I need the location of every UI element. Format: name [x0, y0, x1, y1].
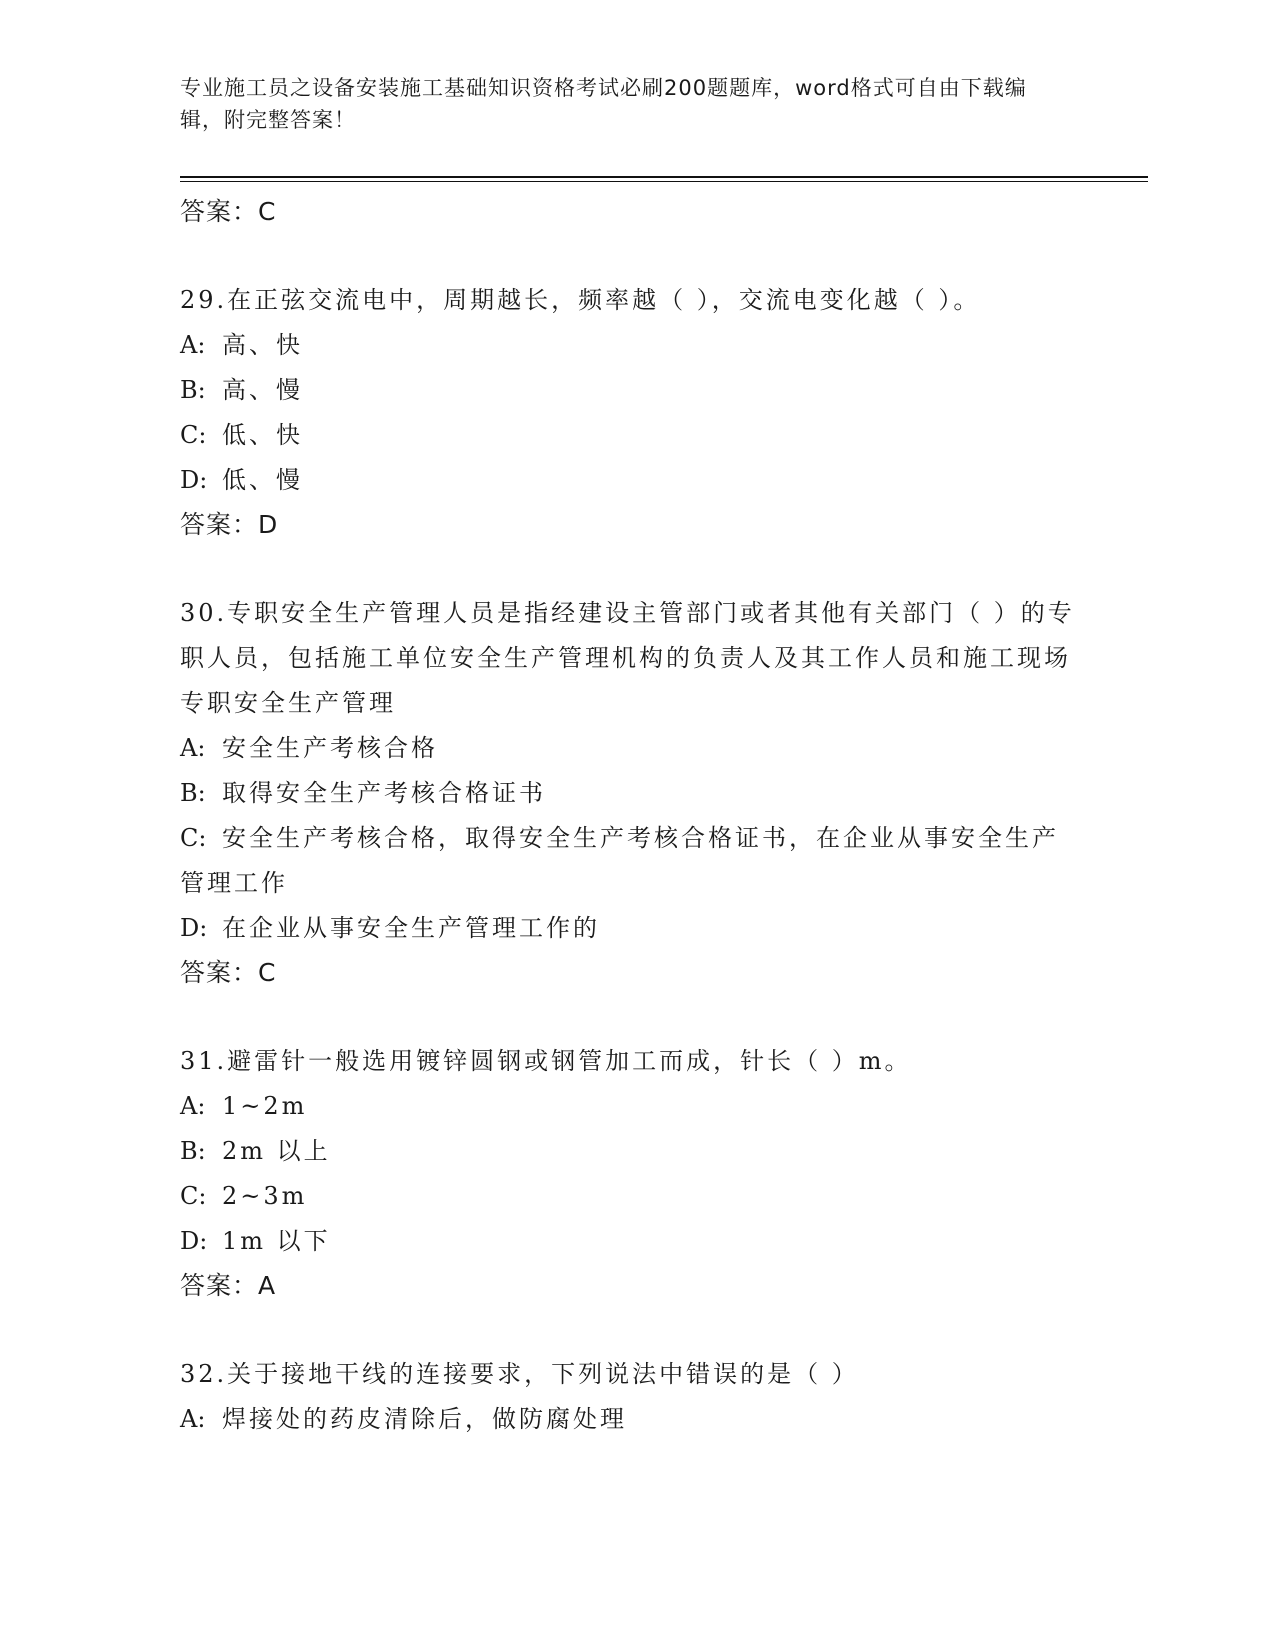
question-text: 31.避雷针一般选用镀锌圆钢或钢管加工而成，针长（ ）m。: [180, 1047, 912, 1075]
answer-prefix: 答案：: [180, 510, 259, 539]
option-letter: A:: [180, 1092, 206, 1120]
option-text: 焊接处的药皮清除后，做防腐处理: [222, 1405, 627, 1433]
document-header: 专业施工员之设备安装施工基础知识资格考试必刷200题题库，word格式可自由下载编辑，附完整答案！: [180, 76, 1027, 132]
answer-value: A: [258, 1271, 277, 1300]
option-letter: C:: [180, 421, 207, 449]
option-letter: A:: [180, 331, 206, 359]
option-text: 高、快: [222, 331, 303, 359]
option-letter: D:: [180, 1227, 208, 1255]
option-c: [180, 816, 1080, 906]
option-text: 在企业从事安全生产管理工作的: [222, 914, 600, 942]
option-letter: A:: [180, 1405, 206, 1433]
option-text: 低、快: [222, 421, 303, 449]
option-b: [180, 1129, 1080, 1174]
question-30: [180, 591, 1080, 995]
answer-line: [180, 1264, 1080, 1308]
answer-value: D: [258, 510, 279, 539]
option-d: [180, 1219, 1080, 1264]
question-32: [180, 1352, 1080, 1442]
option-a: [180, 726, 1080, 771]
option-text: 1m 以下: [222, 1227, 331, 1255]
option-a: [180, 1084, 1080, 1129]
option-a: [180, 1397, 1080, 1442]
option-text: 低、慢: [222, 466, 303, 494]
option-a: [180, 323, 1080, 368]
option-letter: D:: [180, 466, 208, 494]
option-c: [180, 1174, 1080, 1219]
answer-line: [180, 503, 1080, 547]
option-text: 2m 以上: [222, 1137, 331, 1165]
option-letter: B:: [180, 1137, 206, 1165]
question-29: [180, 278, 1080, 547]
option-letter: B:: [180, 779, 206, 807]
header-rule-thin: [180, 181, 1148, 182]
answer-value: C: [258, 197, 277, 226]
option-letter: D:: [180, 914, 208, 942]
question-text: 30.专职安全生产管理人员是指经建设主管部门或者其他有关部门（ ）的专职人员，包括施工单位安全生产管理机构的负责人及其工作人员和施工现场专职安全生产管理: [180, 599, 1075, 717]
option-text: 1~2m: [222, 1092, 308, 1120]
option-c: [180, 413, 1080, 458]
option-text: 安全生产考核合格: [222, 734, 438, 762]
header-rule-thick: [180, 176, 1148, 178]
option-text: 2~3m: [222, 1182, 308, 1210]
previous-answer: [180, 190, 1080, 234]
answer-prefix: 答案：: [180, 958, 259, 987]
option-letter: C:: [180, 1182, 207, 1210]
option-letter: B:: [180, 376, 206, 404]
question-31: [180, 1039, 1080, 1308]
answer-prefix: 答案：: [180, 1271, 259, 1300]
question-list: [180, 190, 1080, 1442]
option-d: [180, 458, 1080, 503]
answer-line: [180, 951, 1080, 995]
option-letter: C:: [180, 824, 207, 852]
option-text: 安全生产考核合格，取得安全生产考核合格证书，在企业从事安全生产管理工作: [180, 824, 1059, 897]
answer-prefix: 答案：: [180, 197, 259, 226]
option-text: 取得安全生产考核合格证书: [222, 779, 546, 807]
answer-value: C: [258, 958, 277, 987]
option-letter: A:: [180, 734, 206, 762]
option-b: [180, 771, 1080, 816]
option-d: [180, 906, 1080, 951]
option-b: [180, 368, 1080, 413]
question-text: 32.关于接地干线的连接要求，下列说法中错误的是（ ）: [180, 1360, 859, 1388]
option-text: 高、慢: [222, 376, 303, 404]
question-text: 29.在正弦交流电中，周期越长，频率越（ ），交流电变化越（ ）。: [180, 286, 981, 314]
